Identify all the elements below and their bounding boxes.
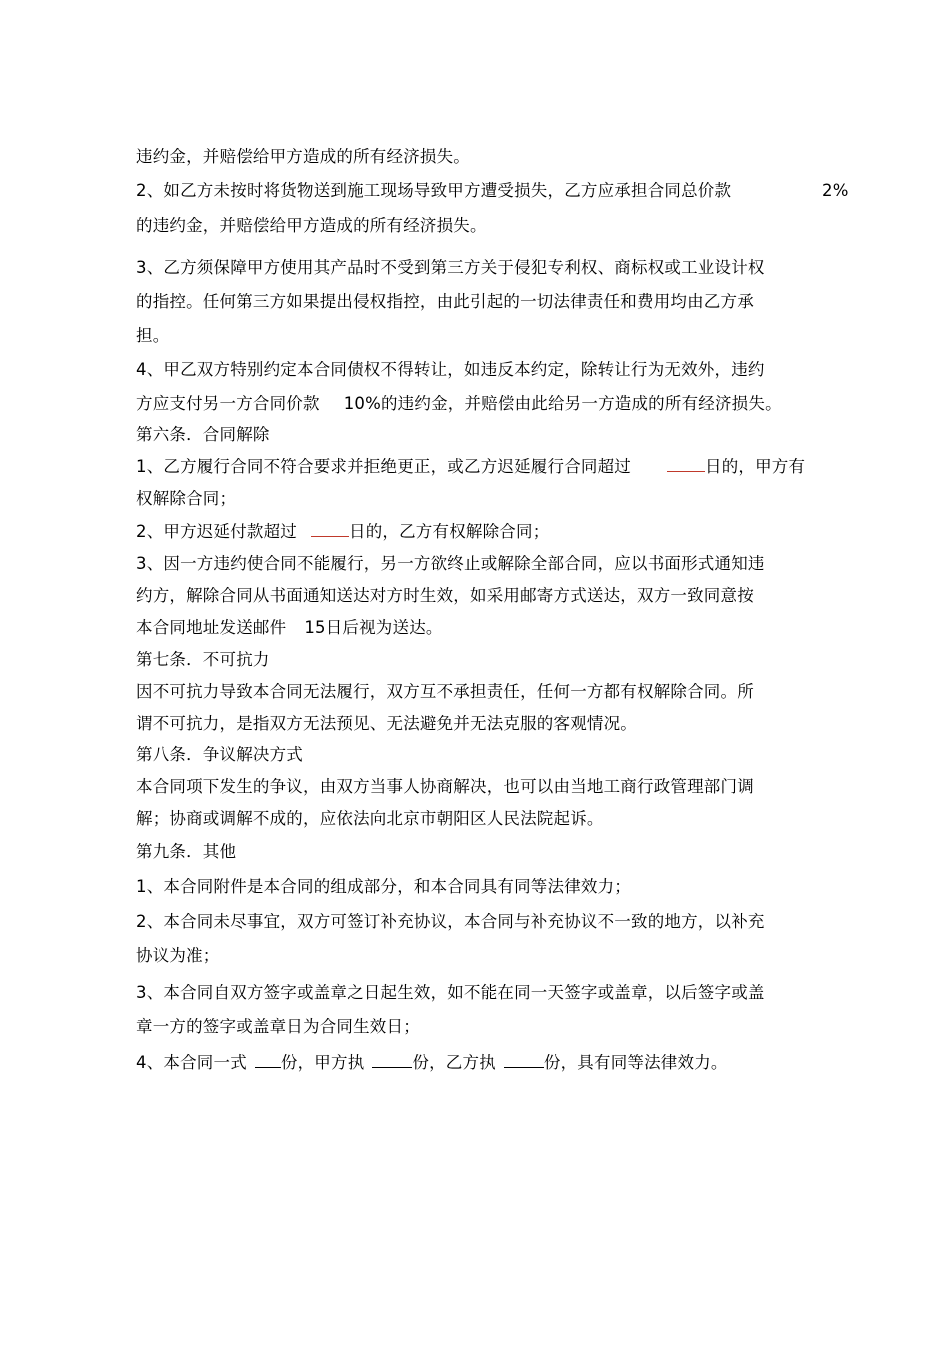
- text-line: [136, 489, 236, 509]
- section-heading-dispute: [136, 745, 303, 765]
- text-line: [136, 946, 220, 966]
- text-line: [136, 618, 443, 638]
- text: 担。: [136, 326, 170, 345]
- text: 章一方的签字或盖章日为合同生效日；: [136, 1017, 420, 1036]
- text-line: [136, 216, 487, 236]
- text: 份，甲方执: [280, 1053, 365, 1072]
- text: 违约金，并赔偿给甲方造成的所有经济损失。: [136, 147, 470, 166]
- text: 4、本合同一式: [136, 1053, 247, 1072]
- heading: 第七条．不可抗力: [136, 650, 270, 669]
- clause-other-1: [136, 877, 631, 897]
- text: 1、本合同附件是本合同的组成部分，和本合同具有同等法律效力；: [136, 877, 631, 896]
- text: 本合同地址发送邮件: [136, 618, 287, 637]
- text: 谓不可抗力，是指双方无法预见、无法避免并无法克服的客观情况。: [136, 714, 637, 733]
- text: 日的，乙方有权解除合同；: [349, 522, 550, 541]
- heading: 第九条．其他: [136, 842, 237, 861]
- text: 约方，解除合同从书面通知送达对方时生效，如采用邮寄方式送达，双方一致同意按: [136, 586, 754, 605]
- text: 2%: [822, 181, 849, 200]
- text: 权解除合同；: [136, 489, 237, 508]
- clause-termination-1: [136, 456, 805, 477]
- text-line: [136, 1017, 420, 1037]
- text: 3、因一方违约使合同不能履行，另一方欲终止或解除全部合同，应以书面形式通知违: [136, 554, 765, 573]
- clause-penalty-delivery: [136, 181, 731, 201]
- text: 15日后视为送达。: [304, 618, 443, 637]
- penalty-rate: [822, 181, 849, 201]
- text: 协议为准；: [136, 946, 220, 965]
- text-line: [136, 292, 754, 312]
- text: 份，乙方执: [412, 1053, 496, 1072]
- heading: 第六条．合同解除: [136, 425, 270, 444]
- text: 3、本合同自双方签字或盖章之日起生效，如不能在同一天签字或盖章，以后签字或盖: [136, 983, 765, 1002]
- clause-other-3: [136, 983, 765, 1003]
- text: 4、甲乙双方特别约定本合同债权不得转让，如违反本约定，除转让行为无效外，违约: [136, 360, 765, 379]
- text-line: [136, 394, 782, 414]
- text: 2、本合同未尽事宜，双方可签订补充协议，本合同与补充协议不一致的地方，以补充: [136, 912, 765, 931]
- clause-other-2: [136, 912, 765, 932]
- clause-force-majeure: [136, 682, 754, 702]
- text: 10%的违约金，并赔偿由此给另一方造成的所有经济损失。: [343, 394, 782, 413]
- text: 解；协商或调解不成的，应依法向北京市朝阳区人民法院起诉。: [136, 809, 604, 828]
- text: 的指控。任何第三方如果提出侵权指控，由此引起的一切法律责任和费用均由乙方承: [136, 292, 754, 311]
- blank-copies-field[interactable]: [372, 1052, 412, 1068]
- text-line: [136, 714, 637, 734]
- text-line: [136, 147, 470, 167]
- clause-dispute: [136, 777, 754, 797]
- text: 日的，甲方有: [705, 457, 806, 476]
- blank-copies-field[interactable]: [255, 1052, 281, 1068]
- clause-ip-guarantee: [136, 258, 765, 278]
- clause-other-4: [136, 1052, 728, 1073]
- text: 份，具有同等法律效力。: [543, 1053, 728, 1072]
- text: 3、乙方须保障甲方使用其产品时不受到第三方关于侵犯专利权、商标权或工业设计权: [136, 258, 765, 277]
- text: 1、乙方履行合同不符合要求并拒绝更正，或乙方迟延履行合同超过: [136, 457, 631, 476]
- text: 2、如乙方未按时将货物送到施工现场导致甲方遭受损失，乙方应承担合同总价款: [136, 181, 732, 200]
- blank-copies-field[interactable]: [504, 1052, 544, 1068]
- section-heading-termination: [136, 425, 270, 445]
- text-line: [136, 326, 169, 346]
- clause-termination-2: [136, 521, 549, 542]
- clause-termination-3: [136, 554, 765, 574]
- text: 2、甲方迟延付款超过: [136, 522, 297, 541]
- text-line: [136, 586, 754, 606]
- text: 的违约金，并赔偿给甲方造成的所有经济损失。: [136, 216, 487, 235]
- section-heading-other: [136, 842, 236, 862]
- blank-days-field[interactable]: [311, 521, 349, 537]
- blank-days-field[interactable]: [667, 456, 705, 472]
- text-line: [136, 809, 604, 829]
- heading: 第八条．争议解决方式: [136, 745, 303, 764]
- text: 本合同项下发生的争议，由双方当事人协商解决，也可以由当地工商行政管理部门调: [136, 777, 754, 796]
- clause-no-transfer: [136, 360, 765, 380]
- section-heading-force-majeure: [136, 650, 270, 670]
- text: 方应支付另一方合同价款: [136, 394, 320, 413]
- text: 因不可抗力导致本合同无法履行，双方互不承担责任，任何一方都有权解除合同。所: [136, 682, 754, 701]
